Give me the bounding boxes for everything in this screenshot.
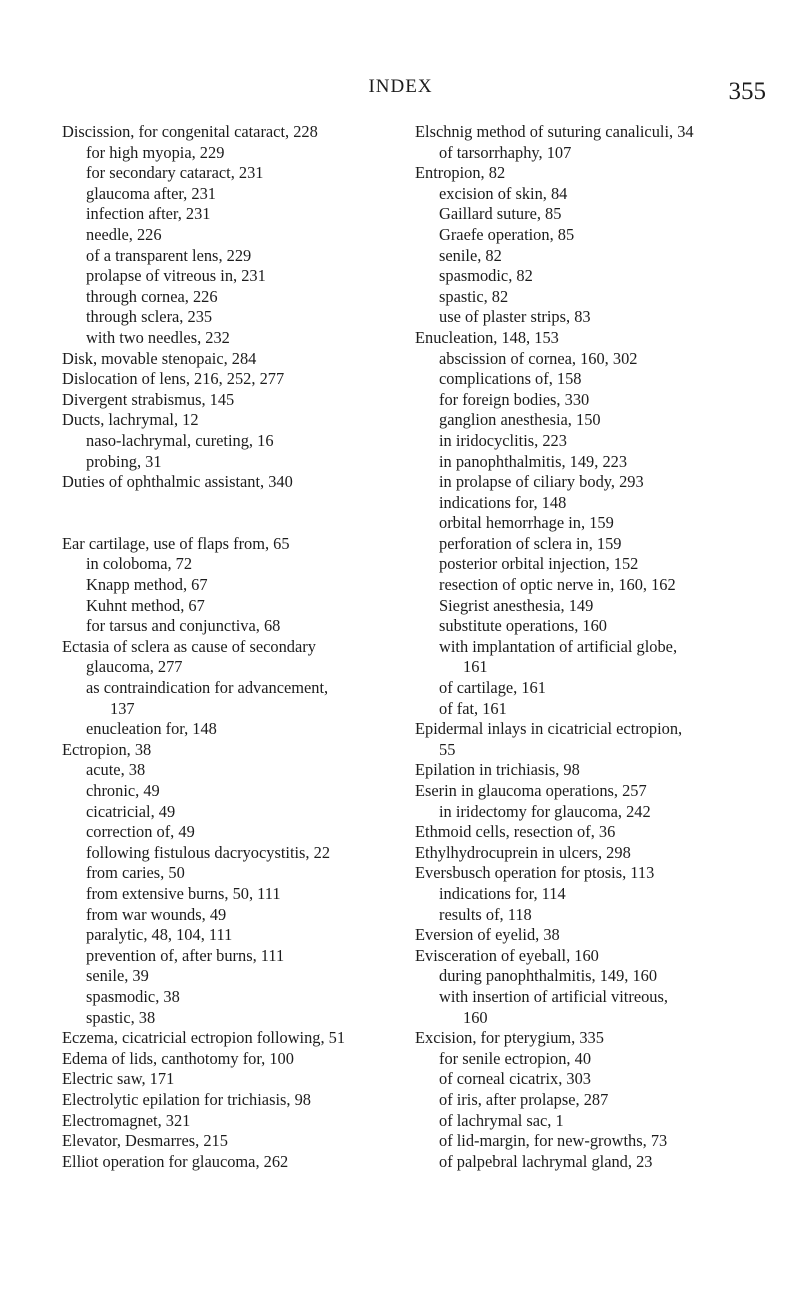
index-subentry: abscission of cornea, 160, 302 — [439, 348, 638, 368]
index-entry: Elschnig method of suturing canaliculi, 34 — [415, 122, 694, 141]
index-subentry: of iris, after prolapse, 287 — [439, 1089, 609, 1109]
index-subentry: spasmodic, 38 — [86, 986, 180, 1006]
index-subentry: spastic, 38 — [86, 1007, 156, 1027]
index-entry: Edema of lids, canthotomy for, 100 — [62, 1048, 294, 1068]
index-subentry: senile, 39 — [86, 966, 149, 986]
index-entry: Eserin in glaucoma operations, 257 — [415, 781, 647, 800]
index-entry: Ectropion, 38 — [62, 739, 152, 759]
index-entry: Electrolytic epilation for trichiasis, 98 — [62, 1089, 311, 1109]
index-subentry: ganglion anesthesia, 150 — [439, 410, 601, 430]
index-entry: Ducts, lachrymal, 12 — [62, 410, 199, 430]
index-entry: Electromagnet, 321 — [62, 1110, 191, 1130]
page-header — [0, 76, 801, 106]
index-subentry: through cornea, 226 — [86, 286, 218, 306]
page-title: INDEX — [368, 76, 433, 97]
index-entry: Evisceration of eyeball, 160 — [415, 945, 599, 965]
index-subentry: 160 — [463, 1007, 488, 1027]
page-number: 355 — [728, 78, 766, 105]
index-subentry: Kuhnt method, 67 — [86, 595, 205, 615]
index-subentry: in iridectomy for glaucoma, 242 — [439, 801, 651, 821]
index-subentry: indications for, 114 — [439, 883, 566, 903]
index-entry: Ear cartilage, use of flaps from, 65 — [62, 533, 290, 553]
index-subentry: of corneal cicatrix, 303 — [439, 1069, 591, 1089]
index-subentry: as contraindication for advancement, — [86, 678, 329, 698]
index-subentry: from extensive burns, 50, 111 — [86, 883, 281, 903]
index-subentry: use of plaster strips, 83 — [439, 307, 591, 327]
index-entry: Excision, for pterygium, 335 — [415, 1028, 604, 1048]
index-entry: Ethylhydrocuprein in ulcers, 298 — [415, 842, 631, 862]
index-subentry: from war wounds, 49 — [86, 904, 227, 924]
index-subentry: for high myopia, 229 — [86, 142, 225, 162]
index-subentry: of fat, 161 — [439, 698, 507, 718]
index-subentry: results of, 118 — [439, 904, 532, 924]
index-subentry: naso-lachrymal, cureting, 16 — [86, 430, 274, 450]
index-entry: Eversion of eyelid, 38 — [415, 925, 560, 945]
index-column-left — [62, 122, 432, 1172]
index-column-right — [415, 122, 785, 1172]
index-entry: Ectasia of sclera as cause of secondary — [62, 636, 316, 656]
index-subentry: 55 — [439, 739, 456, 759]
index-subentry: for secondary cataract, 231 — [86, 163, 264, 183]
index-subentry: senile, 82 — [439, 245, 502, 265]
index-subentry: in iridocyclitis, 223 — [439, 430, 567, 450]
index-subentry: Knapp method, 67 — [86, 575, 208, 595]
index-entry: Discission, for congenital cataract, 228 — [62, 122, 318, 141]
index-subentry: orbital hemorrhage in, 159 — [439, 513, 614, 533]
index-subentry: resection of optic nerve in, 160, 162 — [439, 575, 676, 595]
index-subentry: probing, 31 — [86, 451, 162, 471]
index-subentry: perforation of sclera in, 159 — [439, 533, 622, 553]
index-subentry: of lachrymal sac, 1 — [439, 1110, 564, 1130]
index-subentry: for tarsus and conjunctiva, 68 — [86, 616, 281, 636]
index-subentry: through sclera, 235 — [86, 307, 213, 327]
index-subentry: enucleation for, 148 — [86, 719, 217, 739]
index-entry: Entropion, 82 — [415, 163, 506, 183]
index-subentry: infection after, 231 — [86, 204, 211, 224]
index-subentry: spasmodic, 82 — [439, 266, 533, 286]
index-entry: Duties of ophthalmic assistant, 340 — [62, 472, 293, 492]
index-subentry: of tarsorrhaphy, 107 — [439, 142, 572, 162]
index-subentry: paralytic, 48, 104, 111 — [86, 925, 233, 945]
index-subentry: in coloboma, 72 — [86, 554, 193, 574]
index-subentry: complications of, 158 — [439, 369, 582, 389]
index-entry: Eczema, cicatricial ectropion following, 51 — [62, 1028, 346, 1048]
index-subentry: for foreign bodies, 330 — [439, 389, 590, 409]
index-entry: Electric saw, 171 — [62, 1069, 175, 1089]
index-subentry: following fistulous dacryocystitis, 22 — [86, 842, 331, 862]
index-subentry: for senile ectropion, 40 — [439, 1048, 592, 1068]
index-subentry: 161 — [463, 657, 488, 677]
index-entry: Elliot operation for glaucoma, 262 — [62, 1151, 289, 1171]
index-subentry: spastic, 82 — [439, 286, 509, 306]
index-subentry: of a transparent lens, 229 — [86, 245, 252, 265]
index-subentry: in panophthalmitis, 149, 223 — [439, 451, 628, 471]
index-subentry: prolapse of vitreous in, 231 — [86, 266, 266, 286]
index-entry: Eversbusch operation for ptosis, 113 — [415, 863, 655, 883]
index-subentry: from caries, 50 — [86, 863, 185, 883]
index-entry: Dislocation of lens, 216, 252, 277 — [62, 369, 285, 389]
index-entry: Disk, movable stenopaic, 284 — [62, 348, 257, 368]
index-subentry: glaucoma after, 231 — [86, 183, 216, 203]
index-subentry: 137 — [110, 698, 135, 718]
index-entry: Elevator, Desmarres, 215 — [62, 1131, 228, 1151]
index-subentry: Siegrist anesthesia, 149 — [439, 595, 594, 615]
index-subentry: excision of skin, 84 — [439, 183, 568, 203]
index-subentry: in prolapse of ciliary body, 293 — [439, 472, 644, 492]
index-subentry: acute, 38 — [86, 760, 146, 780]
index-subentry: Gaillard suture, 85 — [439, 204, 562, 224]
index-entry: Ethmoid cells, resection of, 36 — [415, 822, 616, 842]
index-subentry: of palpebral lachrymal gland, 23 — [439, 1151, 653, 1171]
index-blank-line — [62, 493, 432, 514]
index-subentry: correction of, 49 — [86, 822, 195, 842]
index-subentry: needle, 226 — [86, 224, 162, 244]
index-subentry: substitute operations, 160 — [439, 616, 607, 636]
index-entry: Epidermal inlays in cicatricial ectropion, — [415, 719, 683, 739]
index-subentry: with implantation of artificial globe, — [439, 636, 678, 656]
index-subentry: of cartilage, 161 — [439, 678, 546, 698]
index-subentry: with insertion of artificial vitreous, — [439, 986, 668, 1006]
index-subentry: of lid-margin, for new-growths, 73 — [439, 1131, 668, 1151]
index-subentry: indications for, 148 — [439, 492, 567, 512]
index-entry: Epilation in trichiasis, 98 — [415, 760, 580, 780]
index-entry: Divergent strabismus, 145 — [62, 389, 235, 409]
index-blank-line — [62, 513, 432, 534]
index-subentry: Graefe operation, 85 — [439, 224, 575, 244]
index-subentry: glaucoma, 277 — [86, 657, 183, 677]
index-subentry: chronic, 49 — [86, 781, 160, 800]
index-subentry: cicatricial, 49 — [86, 801, 176, 821]
index-subentry: with two needles, 232 — [86, 327, 230, 347]
index-entry: Enucleation, 148, 153 — [415, 327, 559, 347]
index-subentry: prevention of, after burns, 111 — [86, 945, 285, 965]
index-subentry: posterior orbital injection, 152 — [439, 554, 639, 574]
index-subentry: during panophthalmitis, 149, 160 — [439, 966, 658, 986]
